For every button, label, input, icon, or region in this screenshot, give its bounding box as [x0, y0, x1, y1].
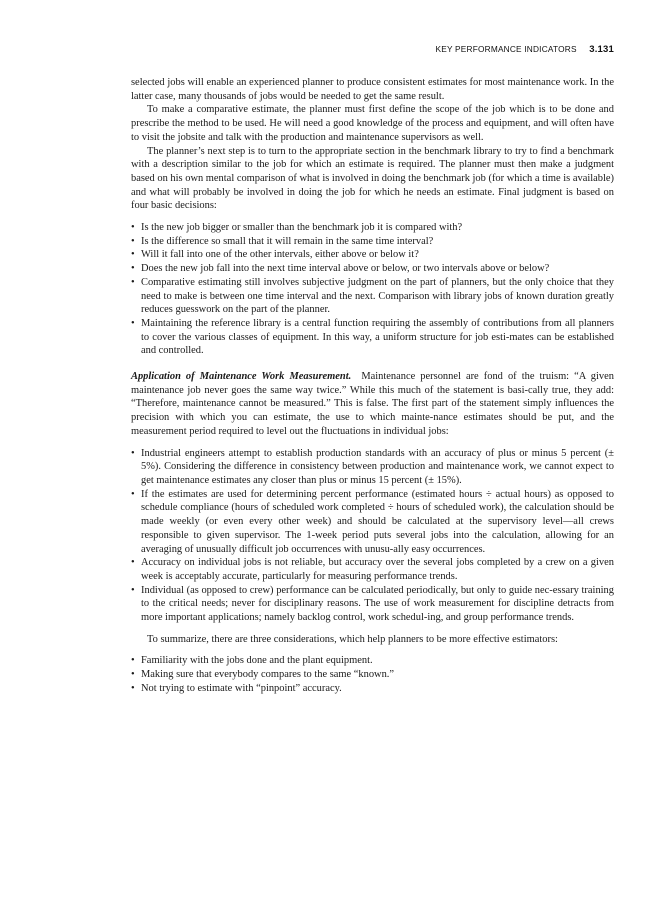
list-item: • Comparative estimating still involves subjective judgment on the part of planners, but the only choice that they need to make is between one time interval and the next. Comparison with library jobs of known duration greatly reduces guesswork on the part of the planner.	[131, 276, 614, 316]
bullet-icon: •	[131, 222, 135, 234]
list-item: • Is the difference so small that it will remain in the same time interval?	[131, 235, 434, 247]
section-heading: Application of Maintenance Work Measurement.	[131, 371, 352, 383]
list-item: • Making sure that everybody compares to the same “known.”	[131, 669, 395, 681]
paragraph-comparative-estimate: To make a comparative estimate, the planner must first define the scope of the job which is to be done and prescribe the method to be used. He will need a good knowledge of the process and equipment, and will often have to visit the jobsite and talk with the production and maintenance supervisors as well.	[131, 104, 614, 143]
section-title: KEY PERFORMANCE INDICATORS	[435, 44, 577, 54]
bullet-icon: •	[131, 557, 135, 569]
list-item: • Familiarity with the jobs done and the plant equipment.	[131, 655, 373, 667]
paragraph-continuation: selected jobs will enable an experienced planner to produce consistent estimates for most maintenance work. In the latter case, many thousands of jobs would be needed to get the same result.	[131, 77, 614, 102]
list-item: • Will it fall into one of the other intervals, either above or below it?	[131, 249, 419, 261]
list-item: • Maintaining the reference library is a central function requiring the assembly of contributions from all planners to cover the various classes of equipment. In this way, a uniform structure for job esti-mates can be established and controlled.	[131, 317, 614, 357]
running-header	[130, 44, 614, 55]
measurement-list	[131, 447, 614, 625]
section-text: Maintenance personnel are fond of the truism: “A given maintenance job never goes the same way twice.” While this much of the statement is basi-cally true, they add: “Therefore, maintenance cannot be measured.” This is false. The first part of the statement simply influences the precision with which you can estimate, the use to which mainte-nance estimates should be put, and the measurement period required to level out the fluctuations in individual jobs:	[131, 371, 614, 437]
bullet-icon: •	[131, 235, 135, 247]
paragraph-summary: To summarize, there are three considerations, which help planners to be more effective estimators:	[147, 633, 558, 645]
bullet-icon: •	[131, 263, 135, 275]
bullet-icon: •	[131, 276, 135, 288]
bullet-icon: •	[131, 682, 135, 694]
bullet-icon: •	[131, 317, 135, 329]
list-item: • Not trying to estimate with “pinpoint” accuracy.	[131, 682, 342, 694]
bullet-icon: •	[131, 655, 135, 667]
list-item: • Individual (as opposed to crew) performance can be calculated periodically, but only to guide nec-essary training to the critical needs; never for disciplinary reasons. The use of work measurement for discipline detracts from more important applications; namely backlog control, work schedul-ing, and group performance trends.	[131, 584, 614, 624]
list-item: • If the estimates are used for determining percent performance (estimated hours ÷ actual hours) as opposed to schedule compliance (hours of scheduled work completed ÷ hours of scheduled work), the calculation should be made weekly (or even every other week) and should be calculated at the supervisory level—all crews responsible to given supervisor. The 1-week period puts several jobs into the calculation, allowing for an averaging of unusually difficult job occurrences with unusu-ally easy occurrences.	[131, 488, 614, 555]
list-item: • Industrial engineers attempt to establish production standards with an accuracy of plus or minus 5 percent (± 5%). Considering the difference in consistency between production and maintenance work, we cannot expect to get maintenance estimates any closer than plus or minus 15 percent (± 15%).	[131, 447, 614, 486]
considerations-list	[131, 654, 614, 695]
paragraph-benchmark-library: The planner’s next step is to turn to the appropriate section in the benchmark library to try to find a benchmark with a description similar to the job for which an estimate is required. The planner must then make a judgment based on his own mental comparison of what is involved in doing the benchmark job (for which a time is available) and what will probably be involved in doing the job for which he needs an estimate. Final judgment is based on four basic decisions:	[131, 145, 614, 212]
bullet-icon: •	[131, 669, 135, 681]
bullet-icon: •	[131, 584, 135, 596]
decision-list	[131, 221, 614, 358]
paragraph-application	[131, 370, 614, 439]
page-number: 3.131	[589, 44, 614, 55]
bullet-icon: •	[131, 488, 135, 500]
bullet-icon: •	[131, 249, 135, 261]
body-text	[131, 76, 614, 696]
bullet-icon: •	[131, 447, 135, 459]
list-item: • Accuracy on individual jobs is not reliable, but accuracy over the several jobs completed by a crew on a given week is acceptably accurate, particularly for measuring performance trends.	[131, 557, 614, 582]
list-item: • Does the new job fall into the next time interval above or below, or two intervals above or below?	[131, 263, 550, 275]
list-item: • Is the new job bigger or smaller than the benchmark job it is compared with?	[131, 222, 463, 234]
